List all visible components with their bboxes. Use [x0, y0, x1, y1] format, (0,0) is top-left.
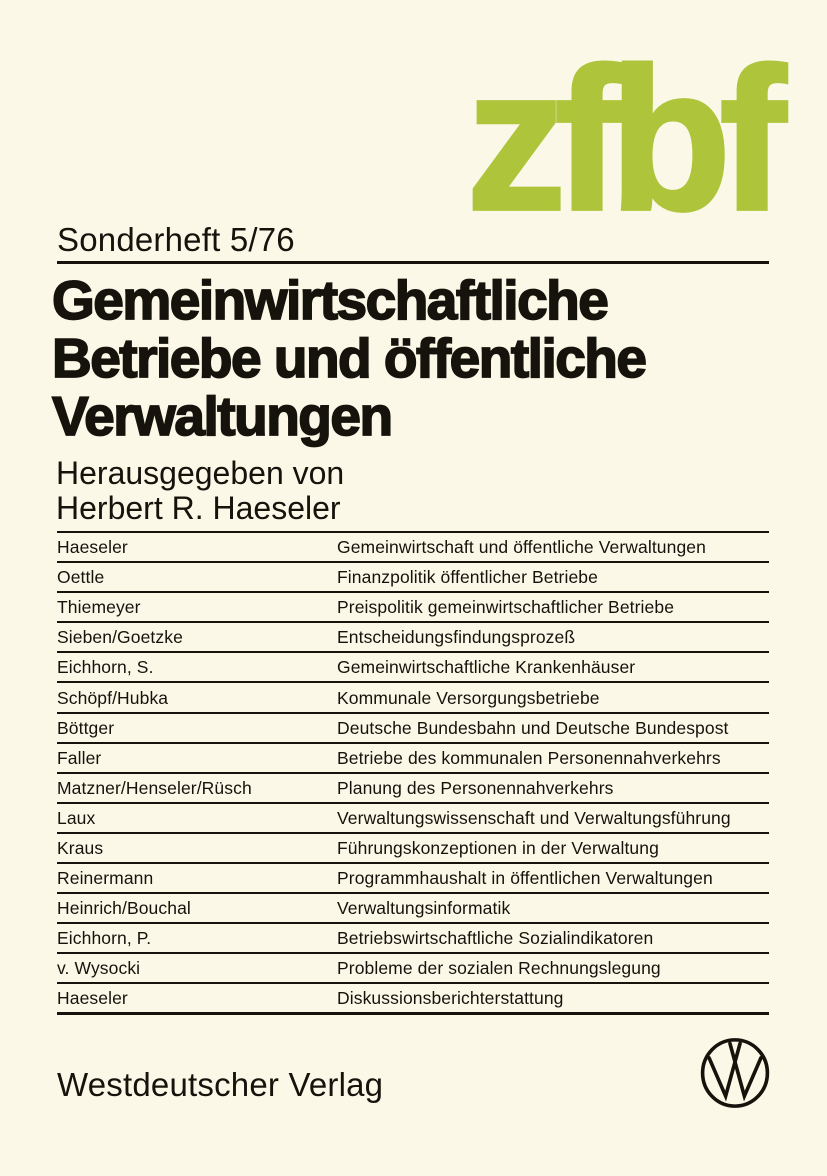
- table-row: [57, 744, 769, 774]
- issue-label: Sonderheft 5/76: [57, 221, 295, 258]
- toc-author: Haeseler: [57, 987, 128, 1008]
- table-row: [57, 834, 769, 864]
- editor-name: Herbert R. Haeseler: [56, 490, 341, 526]
- toc-author: Eichhorn, S.: [57, 657, 154, 678]
- toc-author: Schöpf/Hubka: [57, 687, 169, 708]
- toc-author: v. Wysocki: [57, 958, 141, 979]
- toc-title: Probleme der sozialen Rechnungslegung: [337, 958, 661, 979]
- toc-title: Verwaltungswissenschaft und Verwaltungsführung: [337, 807, 731, 828]
- toc-title: Programmhaushalt in öffentlichen Verwaltungen: [337, 868, 713, 889]
- table-row: [57, 984, 769, 1014]
- editor-block: [56, 456, 344, 526]
- toc-title: Finanzpolitik öffentlicher Betriebe: [337, 567, 598, 588]
- table-row: [57, 533, 769, 563]
- toc-author: Reinermann: [57, 868, 154, 889]
- toc-author: Thiemeyer: [57, 597, 141, 618]
- table-row: [57, 774, 769, 804]
- toc-author: Böttger: [57, 717, 115, 738]
- book-title: [52, 271, 646, 445]
- toc-author: Haeseler: [57, 537, 128, 558]
- toc-title: Führungskonzeptionen in der Verwaltung: [337, 837, 659, 858]
- book-title-line-2: Betriebe und öffentliche: [52, 327, 646, 389]
- toc-title: Entscheidungsfindungsprozeß: [337, 627, 576, 648]
- toc-title: Deutsche Bundesbahn und Deutsche Bundespost: [337, 717, 729, 738]
- table-row: [57, 563, 769, 593]
- table-row: [57, 714, 769, 744]
- table-row: [57, 864, 769, 894]
- masthead-divider: [57, 261, 769, 264]
- book-title-line-1: Gemeinwirtschaftliche: [52, 269, 608, 331]
- toc-title: Gemeinwirtschaft und öffentliche Verwaltungen: [337, 537, 706, 558]
- table-row: [57, 924, 769, 954]
- toc-author: Eichhorn, P.: [57, 928, 152, 949]
- toc-title: Betriebswirtschaftliche Sozialindikatoren: [337, 928, 654, 949]
- contents-table: [57, 531, 769, 1015]
- table-row: [57, 653, 769, 683]
- table-row: [57, 954, 769, 984]
- toc-author: Faller: [57, 747, 102, 768]
- table-row: [57, 683, 769, 713]
- toc-author: Oettle: [57, 567, 105, 588]
- table-row: [57, 894, 769, 924]
- toc-author: Kraus: [57, 837, 104, 858]
- toc-author: Heinrich/Bouchal: [57, 898, 191, 919]
- toc-title: Betriebe des kommunalen Personennahverkehrs: [337, 747, 721, 768]
- toc-title: Gemeinwirtschaftliche Krankenhäuser: [337, 657, 636, 678]
- table-row: [57, 623, 769, 653]
- toc-title: Diskussionsberichterstattung: [337, 987, 564, 1008]
- toc-author: Laux: [57, 807, 96, 828]
- wv-monogram-icon: [699, 1036, 771, 1110]
- toc-author: Sieben/Goetzke: [57, 627, 183, 648]
- toc-title: Planung des Personennahverkehrs: [337, 777, 614, 798]
- editor-prefix: Herausgegeben von: [56, 455, 345, 491]
- table-row: [57, 804, 769, 834]
- toc-title: Kommunale Versorgungsbetriebe: [337, 687, 600, 708]
- zfbf-logo: zfbf: [466, 26, 775, 252]
- table-row: [57, 593, 769, 623]
- toc-author: Matzner/Henseler/Rüsch: [57, 777, 252, 798]
- toc-title: Verwaltungsinformatik: [337, 898, 511, 919]
- publisher-name: Westdeutscher Verlag: [57, 1066, 384, 1103]
- toc-title: Preispolitik gemeinwirtschaftlicher Betriebe: [337, 597, 675, 618]
- book-title-line-3: Verwaltungen: [52, 385, 392, 447]
